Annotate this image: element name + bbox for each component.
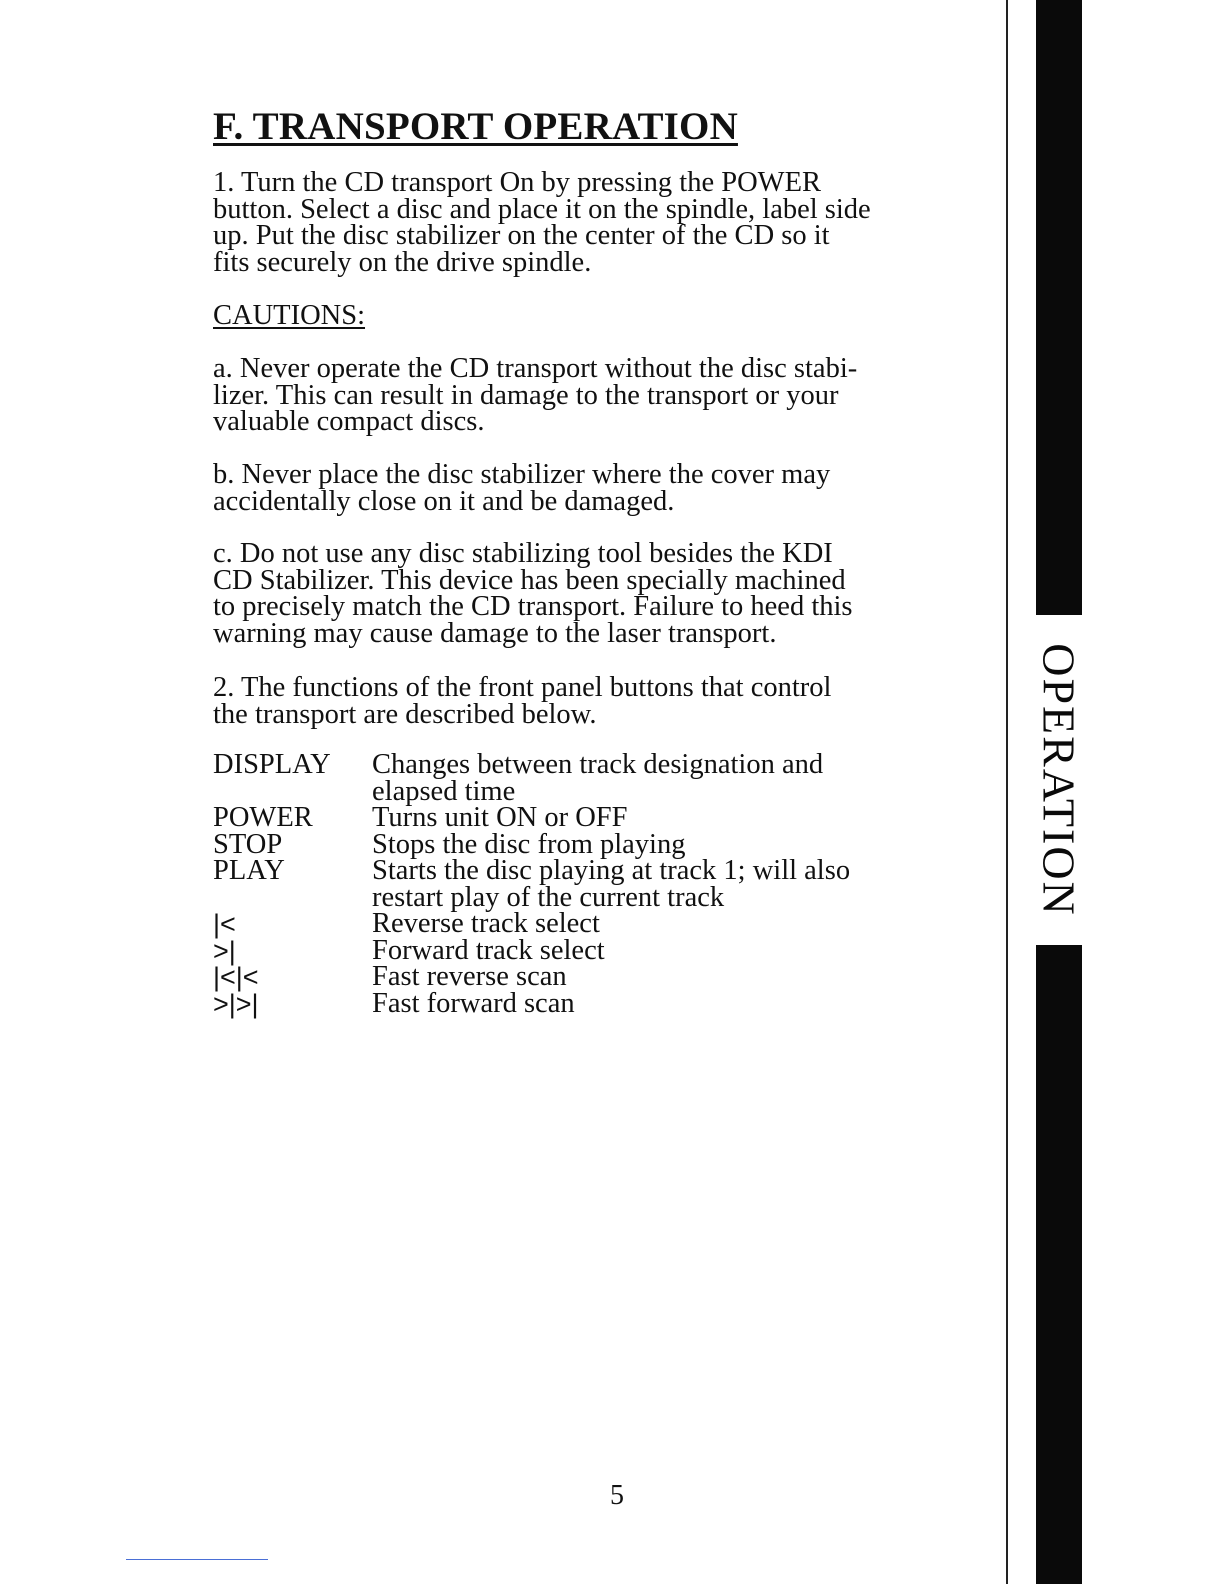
button-name: STOP: [213, 828, 283, 860]
button-functions-table: [213, 749, 933, 1019]
caution-c-paragraph: [213, 538, 953, 649]
button-description-line: restart play of the current track: [372, 881, 725, 913]
button-description: [372, 749, 824, 807]
button-function-row: [213, 961, 933, 992]
step-2-paragraph: [213, 672, 953, 730]
button-description-line: Stops the disc from playing: [372, 828, 686, 860]
button-description-line: Turns unit ON or OFF: [372, 802, 628, 833]
step-1-line: fits securely on the drive spindle.: [213, 246, 592, 278]
button-description-line: Reverse track select: [372, 908, 600, 939]
step-1-line: 1. Turn the CD transport On by pressing the POWER: [213, 167, 821, 198]
caution-c-line: to precisely match the CD transport. Failure to heed this: [213, 591, 853, 622]
caution-c-line: CD Stabilizer. This device has been specially machined: [213, 564, 846, 596]
button-name: |<|<: [213, 962, 259, 992]
button-description: [372, 961, 567, 992]
step-2-line: 2. The functions of the front panel buttons that control: [213, 672, 832, 703]
step-1-line: button. Select a disc and place it on the spindle, label side: [213, 193, 871, 225]
button-function-row: [213, 908, 933, 939]
button-description-line: Changes between track designation and: [372, 749, 824, 780]
cautions-heading: CAUTIONS:: [213, 300, 366, 331]
page-number: 5: [610, 1480, 624, 1511]
button-description: [372, 855, 851, 913]
step-2-line: the transport are described below.: [213, 698, 597, 730]
button-function-row: [213, 987, 933, 1019]
caution-a-line: valuable compact discs.: [213, 406, 485, 437]
button-function-row: [213, 802, 933, 833]
button-description: [372, 987, 575, 1019]
step-1-line: up. Put the disc stabilizer on the center of the CD so it: [213, 220, 830, 251]
caution-b-line: b. Never place the disc stabilizer where the cover may: [213, 459, 831, 490]
step-1-paragraph: [213, 167, 953, 278]
button-function-row: [213, 855, 933, 913]
button-function-row: [213, 934, 933, 966]
button-name: POWER: [213, 802, 313, 833]
footer-rule: [126, 1559, 268, 1560]
button-description-line: Starts the disc playing at track 1; will also: [372, 855, 851, 886]
button-description-line: Forward track select: [372, 934, 605, 966]
caution-c-line: c. Do not use any disc stabilizing tool besides the KDI: [213, 538, 833, 569]
caution-c-line: warning may cause damage to the laser transport.: [213, 617, 777, 649]
button-name: DISPLAY: [213, 749, 331, 780]
button-description-line: elapsed time: [372, 775, 516, 807]
button-description: [372, 908, 600, 939]
caution-a-line: a. Never operate the CD transport without the disc stabi-: [213, 353, 858, 384]
button-name: |<: [213, 909, 236, 939]
margin-rule: [1006, 0, 1008, 1584]
button-name: PLAY: [213, 855, 285, 886]
section-tab: [1033, 615, 1085, 945]
section-tab-label: OPERATION: [1033, 643, 1085, 917]
button-description: [372, 802, 628, 833]
button-function-row: [213, 749, 933, 807]
caution-a-paragraph: [213, 353, 953, 437]
section-heading: F. TRANSPORT OPERATION: [213, 105, 738, 148]
caution-b-line: accidentally close on it and be damaged.: [213, 485, 675, 517]
button-description-line: Fast forward scan: [372, 987, 575, 1019]
button-name: >|>|: [213, 988, 259, 1019]
caution-a-line: lizer. This can result in damage to the transport or your: [213, 379, 839, 411]
button-description-line: Fast reverse scan: [372, 961, 567, 992]
button-name: >|: [213, 935, 236, 966]
caution-b-paragraph: [213, 459, 953, 517]
